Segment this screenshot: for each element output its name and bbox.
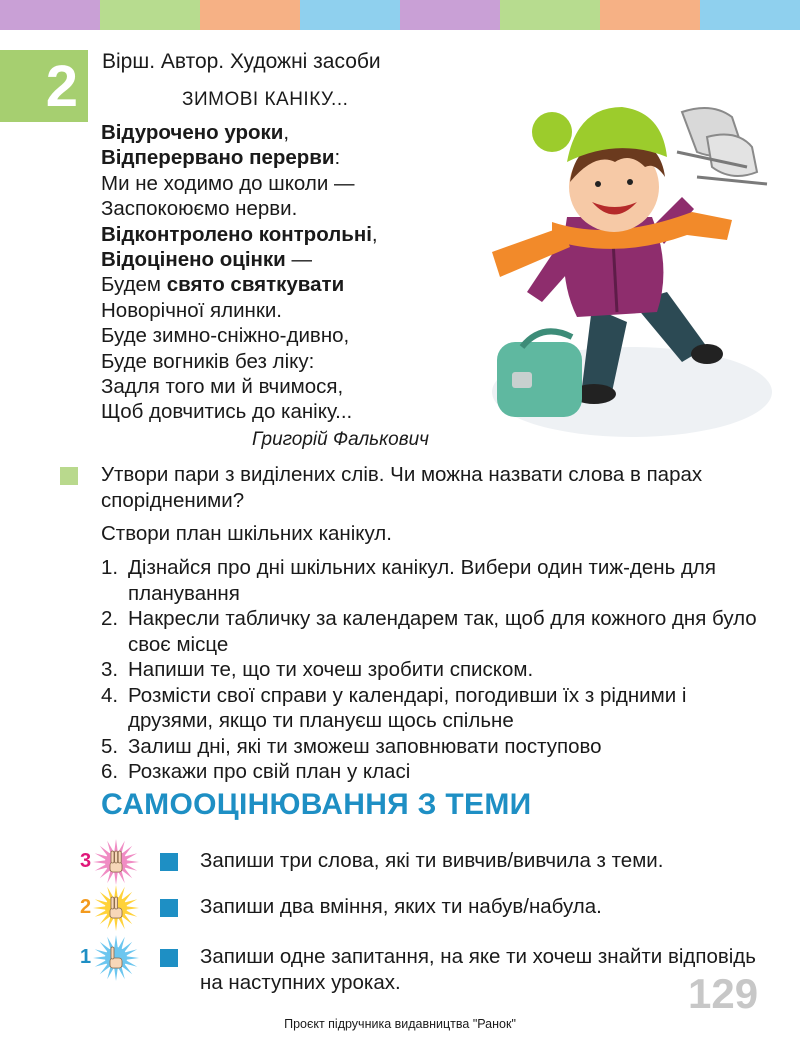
plan-list-item (101, 606, 768, 657)
plan-item-number: 5. (101, 734, 119, 758)
plan-item-number: 2. (101, 607, 119, 630)
poem-fragment: Будем (101, 273, 167, 297)
poem-line (101, 222, 378, 247)
poem-line (101, 247, 378, 272)
poem-line (101, 323, 378, 348)
stripe (0, 0, 100, 30)
blue-marker-square (160, 899, 178, 917)
top-color-stripes (0, 0, 800, 30)
poem-fragment: — (285, 248, 312, 272)
poem-fragment: , (371, 222, 378, 246)
highlighted-word: Відоцінено оцінки (101, 248, 286, 272)
plan-list-item (101, 759, 768, 785)
plan-list-item (101, 683, 768, 734)
poem-author: Григорій Фалькович (252, 429, 430, 450)
self-assessment-item (80, 838, 770, 888)
stripe (600, 0, 700, 30)
poem-line (101, 349, 378, 374)
poem-line (101, 374, 378, 399)
plan-item-text: Напиши те, що ти хочеш зробити списком. (128, 658, 534, 681)
poem-line (101, 171, 378, 196)
poem-line (101, 196, 378, 221)
poem-fragment: Ми не ходимо до школи — (101, 171, 355, 195)
self-assessment-text: Запиши три слова, які ти вивчив/вивчила з теми. (200, 849, 664, 872)
backpack-icon (497, 331, 582, 417)
poem-fragment: Щоб довчитись до каніку... (101, 400, 353, 424)
task-text: Утвори пари з виділених слів. Чи можна назвати слова в парах спорідненими? (101, 463, 703, 512)
highlighted-word: Відконтролено контрольні (101, 222, 372, 246)
poem-fragment: Заспокоюємо нерви. (101, 197, 298, 221)
plan-item-number: 3. (101, 658, 119, 681)
plan-item-text: Накресли табличку за календарем так, щоб для кожного дня було своє місце (128, 607, 757, 656)
poem-line (101, 145, 378, 170)
plan-list-item (101, 555, 768, 606)
stripe (300, 0, 400, 30)
self-assessment-text: Запиши два вміння, яких ти набув/набула. (200, 895, 602, 918)
poem-line (101, 120, 378, 145)
plan-item-text: Розмісти свої справи у календарі, погодивши їх з рідними і друзями, якщо ти плануєш щось спільне (128, 683, 687, 732)
poem-fragment: Буде вогників без ліку: (101, 349, 315, 373)
highlighted-word: Відперервано перерви (101, 146, 335, 170)
plan-item-number: 1. (101, 556, 119, 579)
stripe (400, 0, 500, 30)
plan-list-item (101, 657, 768, 683)
poem-fragment: : (334, 146, 341, 170)
plan-intro: Створи план шкільних канікул. (101, 522, 392, 545)
stripe (200, 0, 300, 30)
plan-item-text: Залиш дні, які ти зможеш заповнювати поступово (128, 734, 602, 758)
poem-fragment: Буде зимно-сніжно-дивно, (101, 324, 350, 348)
plan-list (101, 555, 768, 785)
poem-fragment: Новорічної ялинки. (101, 298, 282, 322)
plan-item-number: 6. (101, 760, 119, 783)
stripe (100, 0, 200, 30)
highlighted-word: Відурочено уроки (101, 121, 284, 144)
lesson-number-badge: 2 (0, 50, 88, 122)
level-number: 3 (80, 850, 92, 872)
footer-text: Проєкт підручника видавництва "Ранок" (284, 1017, 516, 1031)
boy-illustration (482, 92, 772, 442)
one-finger-icon (92, 934, 140, 982)
poem-fragment: Задля того ми й вчимося, (101, 375, 344, 399)
self-assessment-text: Запиши одне запитання, на яке ти хочеш знайти відповідь на наступних уроках. (200, 945, 756, 994)
blue-marker-square (160, 949, 178, 967)
stripe (500, 0, 600, 30)
task-marker-square (60, 467, 78, 485)
poem-text (101, 120, 378, 425)
poem-line (101, 298, 378, 323)
level-number: 2 (80, 896, 92, 918)
poem-line (101, 272, 378, 297)
skates-icon (677, 108, 767, 184)
three-fingers-icon (92, 838, 140, 886)
self-assessment-title: САМООЦІНЮВАННЯ З ТЕМИ (101, 788, 532, 821)
highlighted-word: свято святкувати (166, 273, 345, 297)
self-assessment-item (80, 884, 770, 934)
poem-line (101, 399, 378, 424)
poem-fragment: , (283, 121, 290, 144)
page-number: 129 (688, 970, 759, 1017)
two-fingers-icon (92, 884, 140, 932)
plan-item-text: Розкажи про свій план у класі (128, 760, 411, 783)
stripe (700, 0, 800, 30)
level-number: 1 (80, 946, 92, 968)
lesson-title: Вірш. Автор. Художні засоби (102, 50, 381, 73)
plan-item-text: Дізнайся про дні шкільних канікул. Вибери один тиж-день для планування (128, 556, 716, 605)
plan-item-number: 4. (101, 683, 119, 707)
plan-list-item (101, 734, 768, 760)
blue-marker-square (160, 853, 178, 871)
poem-title: ЗИМОВІ КАНІКУ... (182, 89, 349, 110)
